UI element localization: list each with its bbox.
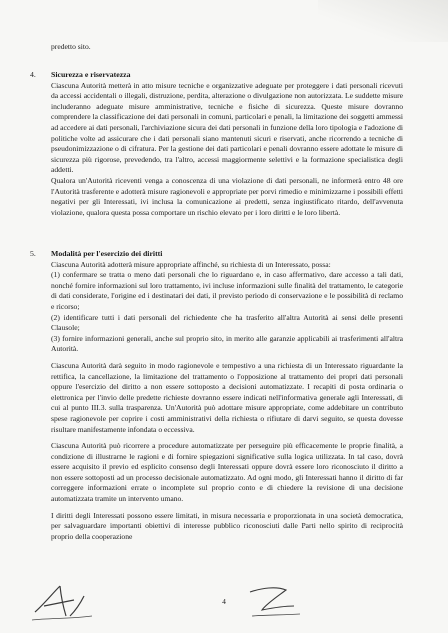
section-5-title: Modalità per l'esercizio dei diritti — [51, 249, 163, 258]
page-fold-shadow — [318, 0, 448, 42]
section-5-intro: Ciascuna Autorità adotterà misure appropriate affinché, su richiesta di un Interessato, possa: — [51, 259, 331, 269]
section-5-paragraph-automated: Ciascuna Autorità può ricorrere a procedure automatizzate per perseguire più efficacemente le proprie finalità, a condizione di illustrarne le ragioni e di fornire spiegazioni significative sulla logica utilizzata. In tal caso, dovrà essere acquisito il previo ed esplicito consenso degli Interessati oppure dovrà essere loro riconosciuto il diritto a non essere sottoposti ad un processo decisionale automatizzato. Ad ogni modo, gli Interessati hanno il diritto di far correggere informazioni errate o incomplete sul proprio conto e di chiedere la revisione di una decisione automatizzata tramite un intervento umano. — [51, 441, 403, 504]
section-4-paragraph-1: Ciascuna Autorità metterà in atto misure tecniche e organizzative adeguate per proteggere i dati personali ricevuti da accessi accidentali o illegali, distruzione, perdita, alterazione o divulgazione non autorizzata. Le suddette misure includeranno adeguate misure amministrative, tecniche e fisiche di sicurezza. Queste misure dovranno comprendere la classificazione dei dati personali in comuni, particolari e penali, la limitazione dei soggetti ammessi ad accedere ai dati personali, l'archiviazione sicura dei dati personali in funzione della loro tipologia e l'adozione di politiche volte ad assicurare che i dati personali siano mantenuti sicuri e riservati, anche ricorrendo a tecniche di pseudonimizzazione o di cifratura. Per la gestione dei dati particolari e penali dovranno essere adottate le misure di sicurezza più rigorose, prevedendo, tra l'altro, accessi maggiormente selettivi e la formazione specialistica degli addetti. — [51, 80, 403, 175]
intro-line — [51, 42, 403, 53]
section-5-item-2: (2) identificare tutti i dati personali del richiedente che ha trasferito all'altra Autorità ai sensi delle presenti Clausole; — [51, 312, 403, 333]
page-number: 4 — [222, 597, 226, 606]
section-4-title: Sicurezza e riservatezza — [51, 70, 131, 79]
section-5 — [51, 249, 403, 542]
section-5-item-3: (3) fornire informazioni generali, anche sul proprio sito, in merito alle garanzie applicabili ai trasferimenti all'altra Autorità. — [51, 333, 403, 354]
section-5-paragraph-limits: I diritti degli Interessati possono essere limitati, in misura necessaria e proporzionata in una società democratica, per salvaguardare importanti obiettivi di interesse pubblico riconosciuti dalle Parti nello spirito di reciprocità proprio della cooperazione — [51, 510, 403, 541]
section-4-paragraph-2: Qualora un'Autorità riceventi venga a conoscenza di una violazione di dati personali, ne informerà entro 48 ore l'Autorità trasferente e adotterà misure ragionevoli e appropriate per porvi rimedio e minimizzarne i possibili effetti negativi per gli Interessati, ivi inclusa la comunicazione ai predetti, senza ingiustificato ritardo, dell'avvenuta violazione, qualora questa possa comportare un rischio elevato per i loro diritti e le loro libertà. — [51, 175, 403, 217]
section-5-paragraph-rights: Ciascuna Autorità darà seguito in modo ragionevole e tempestivo a una richiesta di un Interessato riguardante la rettifica, la cancellazione, la limitazione del trattamento o l'opposizione al trattamento dei propri dati personali oppure l'esercizio del diritto a non essere sottoposto a decisioni automatizzate. I recapiti di posta ordinaria o elettronica per l'invio delle predette richieste dovranno essere indicati nell'informativa generale agli Interessati, di cui al punto III.3. sulla trasparenza. Un'Autorità può adottare misure appropriate, come addebitare un contributo spese ragionevole per coprire i costi amministrativi della richiesta o rifiutare di darvi seguito, se questa dovesse risultare manifestamente infondata o eccessiva. — [51, 360, 403, 434]
section-4-number: 4. — [30, 70, 36, 79]
section-5-item-1: (1) confermare se tratta o meno dati personali che lo riguardano e, in caso affermativo, dare accesso a tali dati, nonché fornire informazioni sul loro trattamento, ivi incluse informazioni sulle finalità del trattamento, le categorie di dati considerate, l'origine ed i destinatari dei dati, il previsto periodo di conservazione e le possibilità di reclamo e ricorso; — [51, 270, 403, 311]
section-4 — [51, 70, 403, 218]
intro-text: predetto sito. — [51, 42, 91, 51]
section-5-number: 5. — [30, 249, 36, 258]
